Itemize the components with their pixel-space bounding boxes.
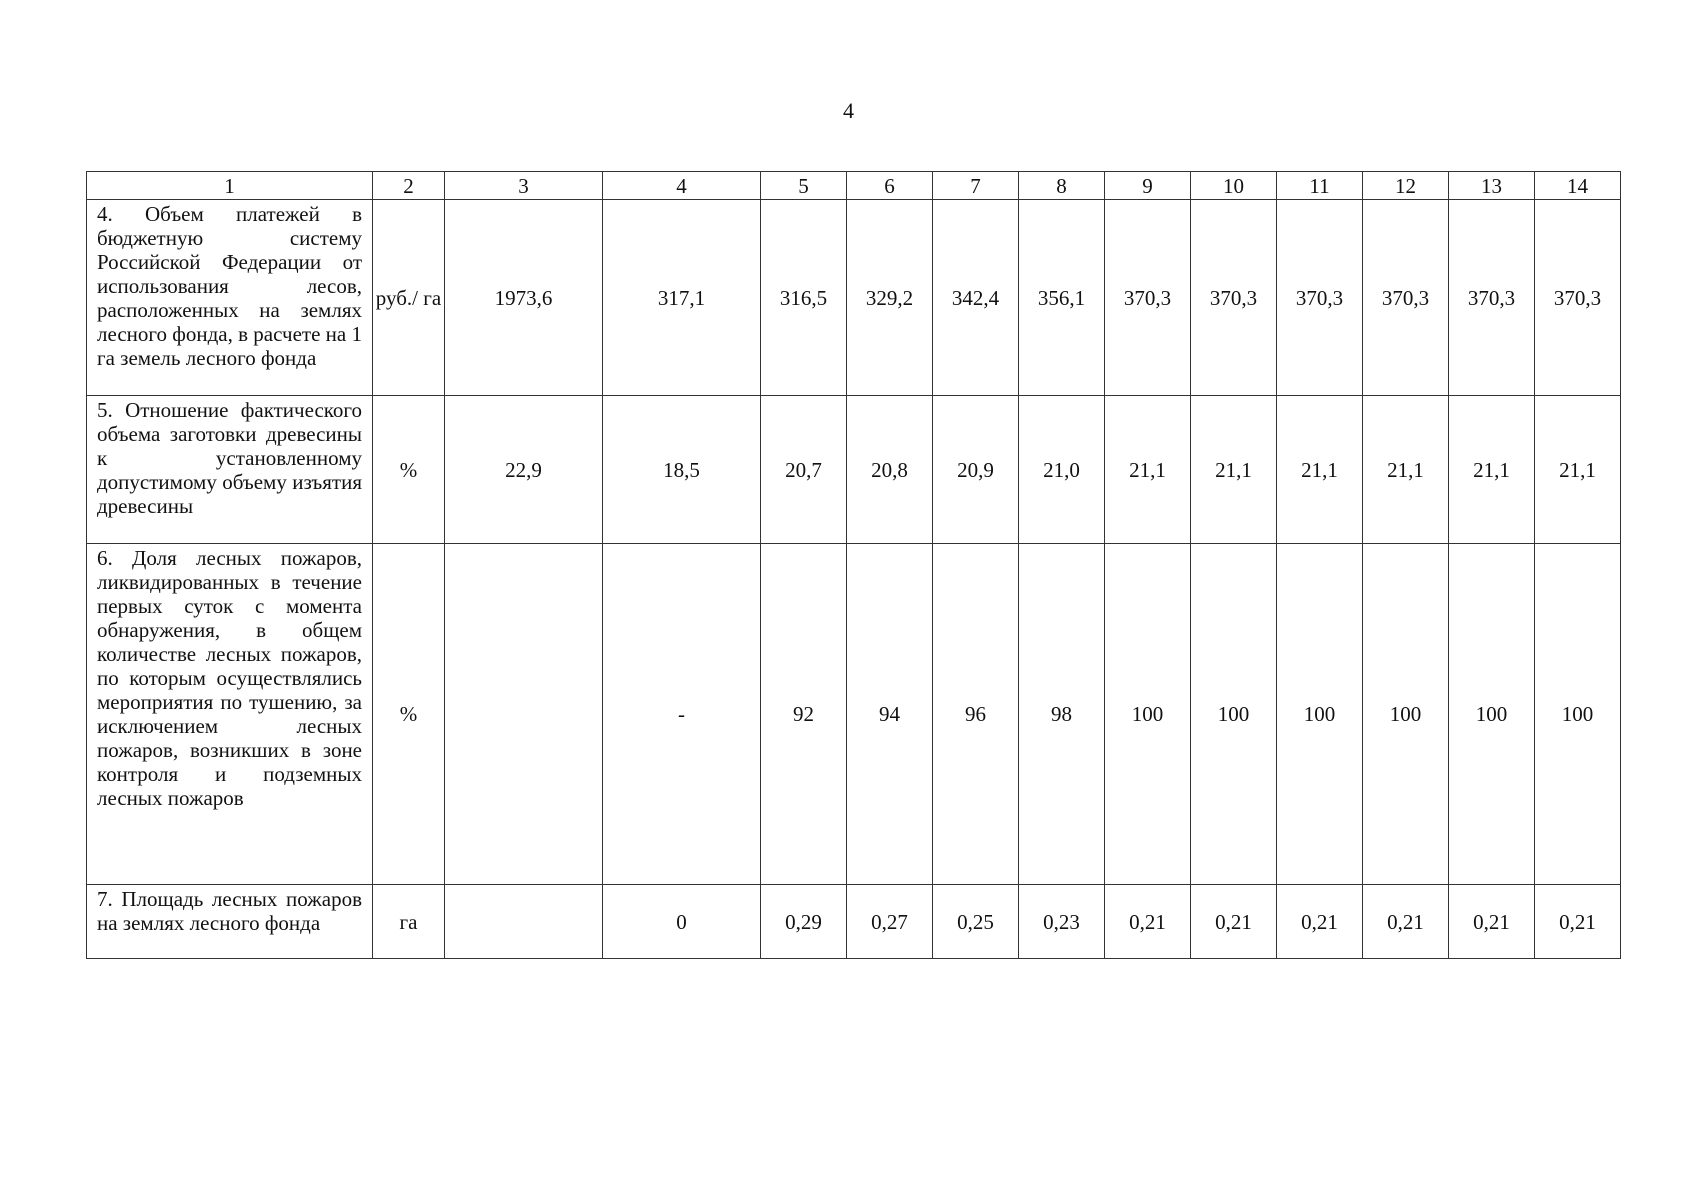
column-header: 2 bbox=[373, 172, 445, 200]
column-header: 11 bbox=[1277, 172, 1363, 200]
value-cell: 0,21 bbox=[1535, 885, 1621, 959]
value-cell: 21,1 bbox=[1449, 396, 1535, 544]
value-cell: 21,1 bbox=[1535, 396, 1621, 544]
table-row bbox=[87, 544, 1621, 885]
unit-cell: га bbox=[373, 885, 445, 959]
column-header: 13 bbox=[1449, 172, 1535, 200]
value-cell: 370,3 bbox=[1277, 200, 1363, 396]
value-cell: 100 bbox=[1191, 544, 1277, 885]
column-header: 5 bbox=[761, 172, 847, 200]
value-cell: 329,2 bbox=[847, 200, 933, 396]
value-cell: 370,3 bbox=[1449, 200, 1535, 396]
table-row bbox=[87, 885, 1621, 959]
column-header: 14 bbox=[1535, 172, 1621, 200]
value-cell: - bbox=[603, 544, 761, 885]
value-cell: 370,3 bbox=[1191, 200, 1277, 396]
value-cell: 0,21 bbox=[1363, 885, 1449, 959]
indicator-cell: 4. Объем платежей в бюджетную систему Российской Федерации от использования лесов, расположенных на землях лесного фонда, в расчете на 1 га земель лесного фонда bbox=[87, 200, 373, 396]
unit-cell: руб./ га bbox=[373, 200, 445, 396]
value-cell: 100 bbox=[1277, 544, 1363, 885]
column-header: 9 bbox=[1105, 172, 1191, 200]
value-cell: 370,3 bbox=[1535, 200, 1621, 396]
value-cell: 94 bbox=[847, 544, 933, 885]
value-cell: 0,27 bbox=[847, 885, 933, 959]
value-cell: 100 bbox=[1105, 544, 1191, 885]
value-cell: 0,23 bbox=[1019, 885, 1105, 959]
value-cell: 21,0 bbox=[1019, 396, 1105, 544]
value-cell: 0 bbox=[603, 885, 761, 959]
value-cell: 370,3 bbox=[1363, 200, 1449, 396]
value-cell: 21,1 bbox=[1191, 396, 1277, 544]
value-cell: 92 bbox=[761, 544, 847, 885]
value-cell: 98 bbox=[1019, 544, 1105, 885]
value-cell: 1973,6 bbox=[445, 200, 603, 396]
table-header-row bbox=[87, 172, 1621, 200]
indicator-cell: 7. Площадь лесных пожаров на землях лесного фонда bbox=[87, 885, 373, 959]
column-header: 6 bbox=[847, 172, 933, 200]
value-cell: 356,1 bbox=[1019, 200, 1105, 396]
value-cell: 100 bbox=[1535, 544, 1621, 885]
column-header: 7 bbox=[933, 172, 1019, 200]
table-row bbox=[87, 200, 1621, 396]
column-header: 3 bbox=[445, 172, 603, 200]
unit-cell: % bbox=[373, 396, 445, 544]
value-cell: 21,1 bbox=[1105, 396, 1191, 544]
value-cell: 0,21 bbox=[1449, 885, 1535, 959]
value-cell: 22,9 bbox=[445, 396, 603, 544]
value-cell: 18,5 bbox=[603, 396, 761, 544]
value-cell: 20,7 bbox=[761, 396, 847, 544]
column-header: 1 bbox=[87, 172, 373, 200]
value-cell: 316,5 bbox=[761, 200, 847, 396]
value-cell: 0,21 bbox=[1191, 885, 1277, 959]
value-cell: 0,21 bbox=[1105, 885, 1191, 959]
column-header: 4 bbox=[603, 172, 761, 200]
indicator-cell: 5. Отношение фактического объема заготовки древесины к установленному допустимому объему изъятия древесины bbox=[87, 396, 373, 544]
value-cell: 0,25 bbox=[933, 885, 1019, 959]
value-cell: 0,29 bbox=[761, 885, 847, 959]
value-cell: 100 bbox=[1449, 544, 1535, 885]
table-row bbox=[87, 396, 1621, 544]
value-cell: 370,3 bbox=[1105, 200, 1191, 396]
value-cell: 342,4 bbox=[933, 200, 1019, 396]
value-cell: 96 bbox=[933, 544, 1019, 885]
page-number: 4 bbox=[843, 98, 854, 123]
value-cell: 0,21 bbox=[1277, 885, 1363, 959]
column-header: 12 bbox=[1363, 172, 1449, 200]
value-cell bbox=[445, 885, 603, 959]
column-header: 8 bbox=[1019, 172, 1105, 200]
value-cell: 317,1 bbox=[603, 200, 761, 396]
value-cell: 21,1 bbox=[1363, 396, 1449, 544]
value-cell: 21,1 bbox=[1277, 396, 1363, 544]
value-cell bbox=[445, 544, 603, 885]
indicator-cell: 6. Доля лесных пожаров, ликвидированных в течение первых суток с момента обнаружения, в общем количестве лесных пожаров, по которым осуществлялись мероприятия по тушению, за исключением лесных пожаров, возникших в зоне контроля и подземных лесных пожаров bbox=[87, 544, 373, 885]
indicators-table bbox=[86, 171, 1621, 959]
value-cell: 20,9 bbox=[933, 396, 1019, 544]
value-cell: 20,8 bbox=[847, 396, 933, 544]
column-header: 10 bbox=[1191, 172, 1277, 200]
unit-cell: % bbox=[373, 544, 445, 885]
value-cell: 100 bbox=[1363, 544, 1449, 885]
